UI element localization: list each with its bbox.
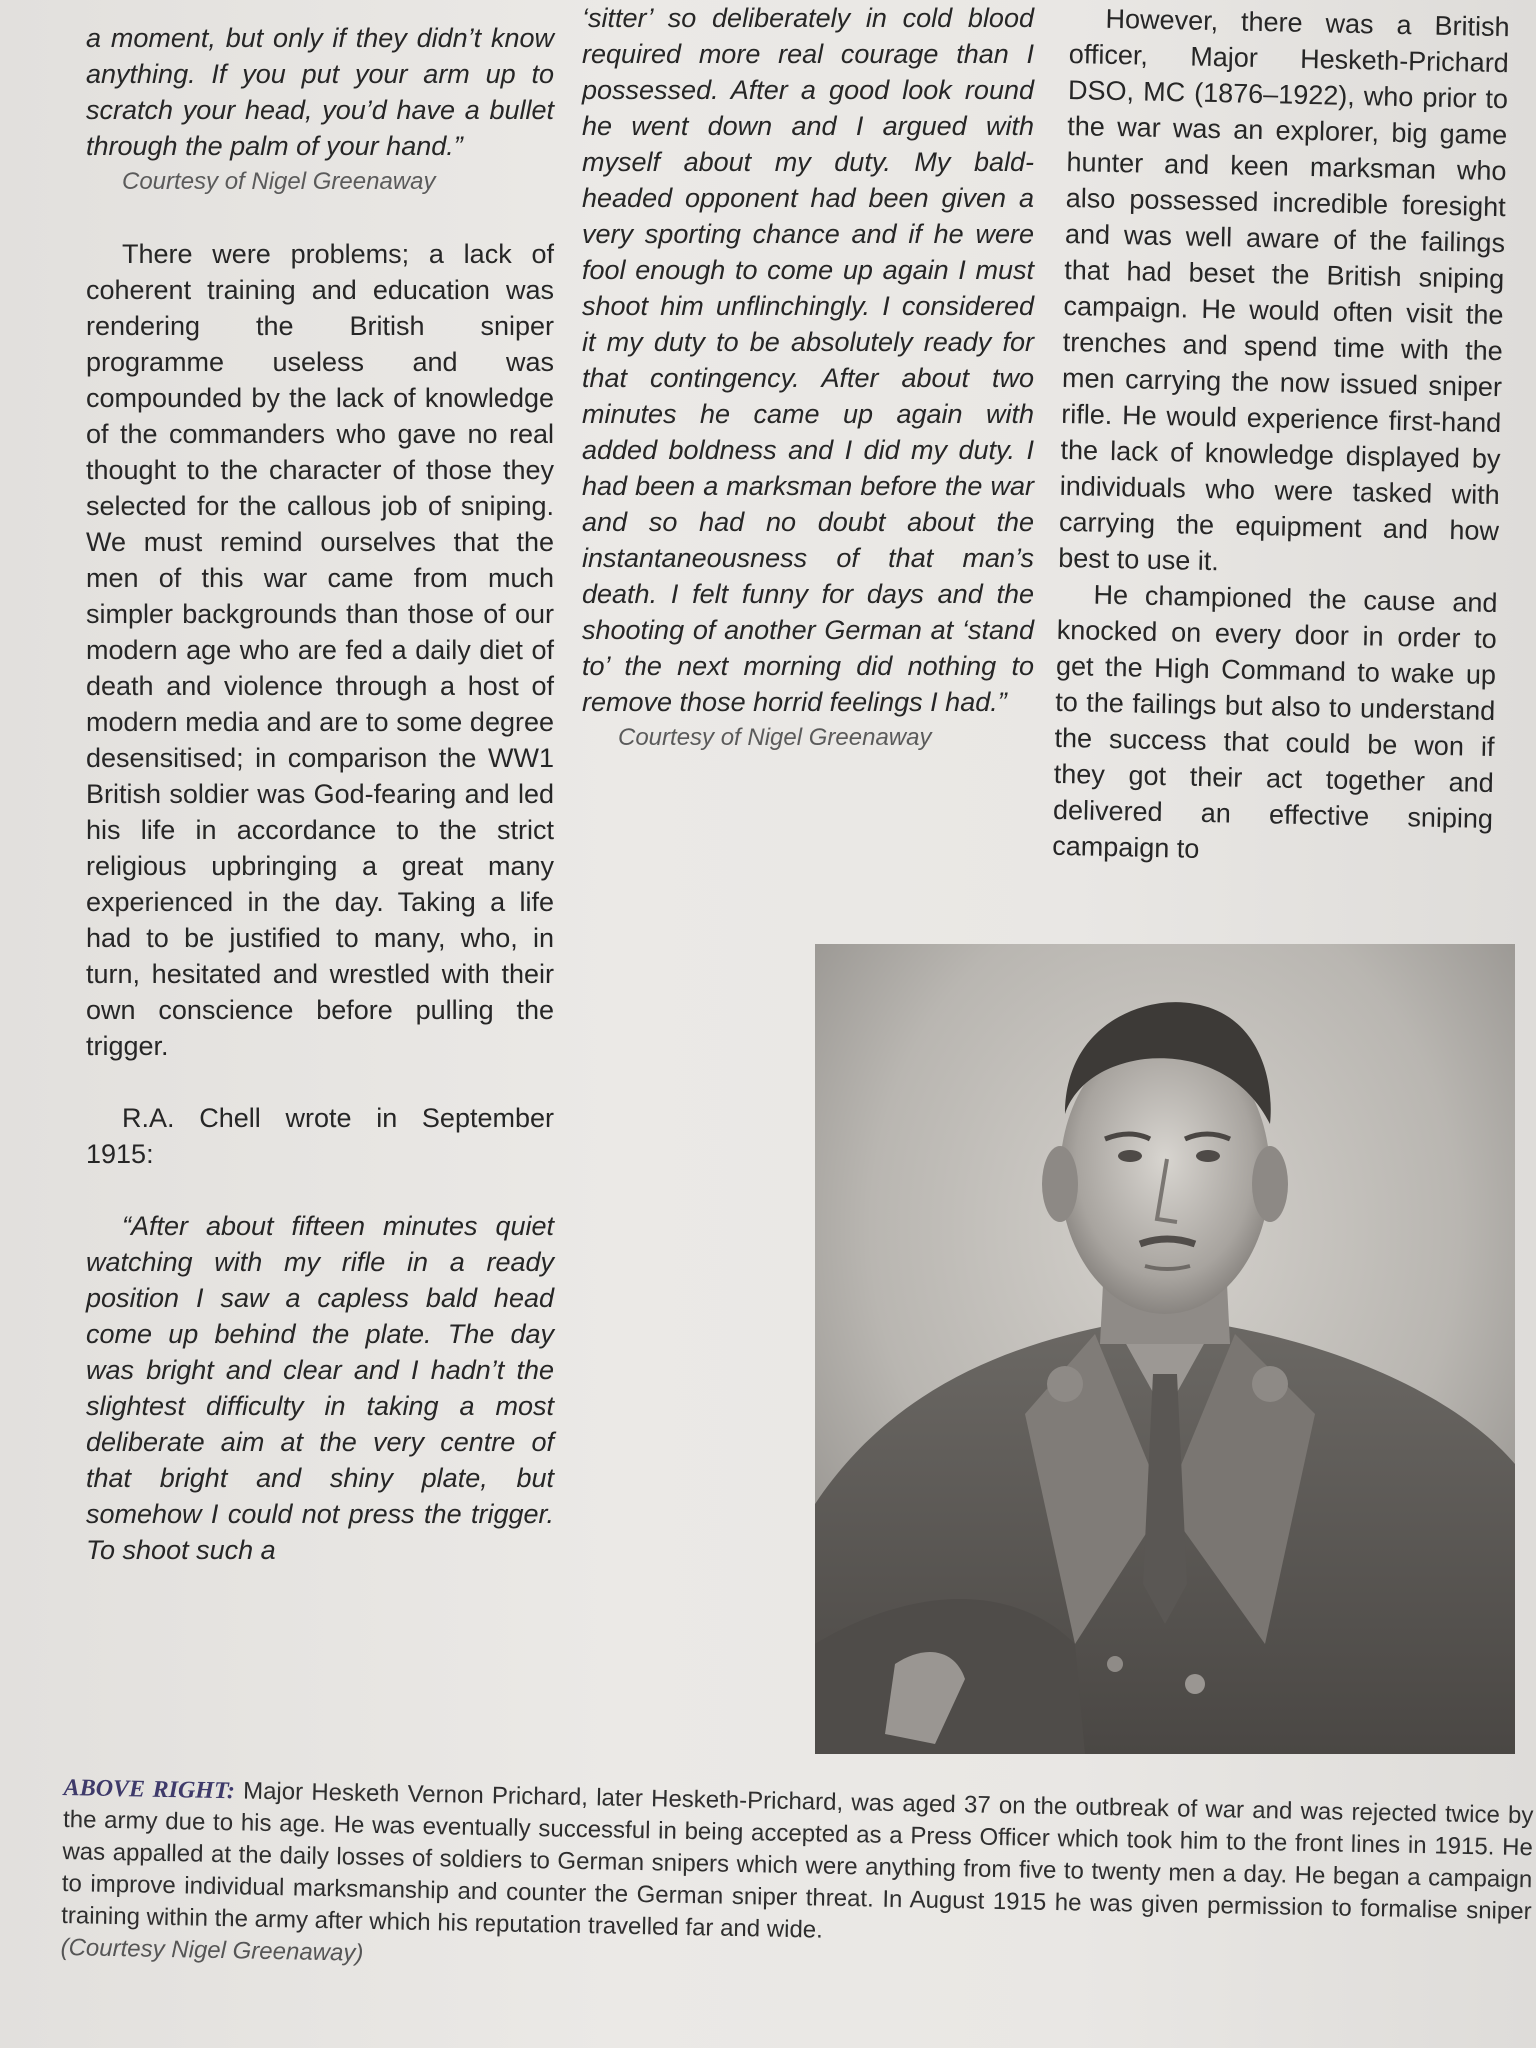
- quote-ending: a moment, but only if they didn’t know anything. If you put your arm up to scratch your head, you’d have a bullet through the palm of your hand.”: [86, 23, 554, 161]
- text-column-right: [1052, 0, 1510, 873]
- caption-lead: ABOVE RIGHT:: [63, 1774, 236, 1805]
- quote-credit: Courtesy of Nigel Greenaway: [618, 724, 932, 751]
- caption-credit: (Courtesy Nigel Greenaway): [60, 1933, 364, 1967]
- photo-caption: [60, 1772, 1533, 1992]
- quote-credit: Courtesy of Nigel Greenaway: [122, 168, 436, 195]
- body-paragraph: However, there was a British officer, Major Hesketh-Prichard DSO, MC (1876–1922), who prior to the war was an explorer, big game hunter and keen marksman who also possessed incredible foresight and was well aware of the failings that had beset the British sniping campaign. He would often visit the trenches and spend time with the men carrying the now issued sniper rifle. He would experience first-hand the lack of knowledge displayed by individuals who were tasked with carrying the equipment and how best to use it.: [1058, 3, 1510, 577]
- officer-portrait-image: [815, 944, 1515, 1754]
- portrait-photo: [815, 944, 1515, 1754]
- quote-continuation: ‘sitter’ so deliberately in cold blood required more real courage than I possessed. After a good look round he went down and I argued with myself about my duty. My bald-headed opponent had been given a very sporting chance and if he were fool enough to come up again I must shoot him unflinchingly. I considered it my duty to be absolutely ready for that contingency. After about two minutes he came up again with added boldness and I did my duty. I had been a marksman before the war and so had no doubt about the instantaneousness of that man’s death. I felt funny for days and the shooting of another German at ‘stand to’ the next morning did nothing to remove those horrid feelings I had.”: [582, 3, 1034, 717]
- text-column-middle: [582, 0, 1034, 756]
- body-paragraph: R.A. Chell wrote in September 1915:: [86, 1103, 554, 1169]
- body-paragraph: There were problems; a lack of coherent training and education was rendering the British sniper programme useless and was compounded by the lack of knowledge of the commanders who gave no real thought to the character of those they selected for the callous job of sniping. We must remind ourselves that the men of this war came from much simpler backgrounds than those of our modern age who are fed a daily diet of death and violence through a host of modern media and are to some degree desensitised; in comparison the WW1 British soldier was God-fearing and led his life in accordance to the strict religious upbringing a great many experienced in the day. Taking a life had to be justified to many, who, in turn, hesitated and wrestled with their own conscience before pulling the trigger.: [86, 239, 554, 1061]
- caption-text: Major Hesketh Vernon Prichard, later Hesketh-Prichard, was aged 37 on the outbreak of war and was rejected twice by the army due to his age. He was eventually successful in being accepted as a Press Officer which took him to the front lines in 1915. He was appalled at the daily losses of soldiers to German snipers which were anything from five to twenty men a day. He began a campaign to improve individual marksmanship and counter the German sniper threat. In August 1915 he was given permission to formalise sniper training within the army after which his reputation travelled far and wide.: [60, 1777, 1534, 1944]
- quote-start: “After about fifteen minutes quiet watching with my rifle in a ready position I saw a capless bald head come up behind the plate. The day was bright and clear and I hadn’t the slightest difficulty in taking a most deliberate aim at the very centre of that bright and shiny plate, but somehow I could not press the trigger. To shoot such a: [86, 1211, 554, 1565]
- body-paragraph: He championed the cause and knocked on every door in order to get the High Command to wake up to the failings but also to understand the success that could be won if they got their act together and delivered an effective sniping campaign to: [1051, 579, 1498, 864]
- text-column-left: [86, 20, 554, 1568]
